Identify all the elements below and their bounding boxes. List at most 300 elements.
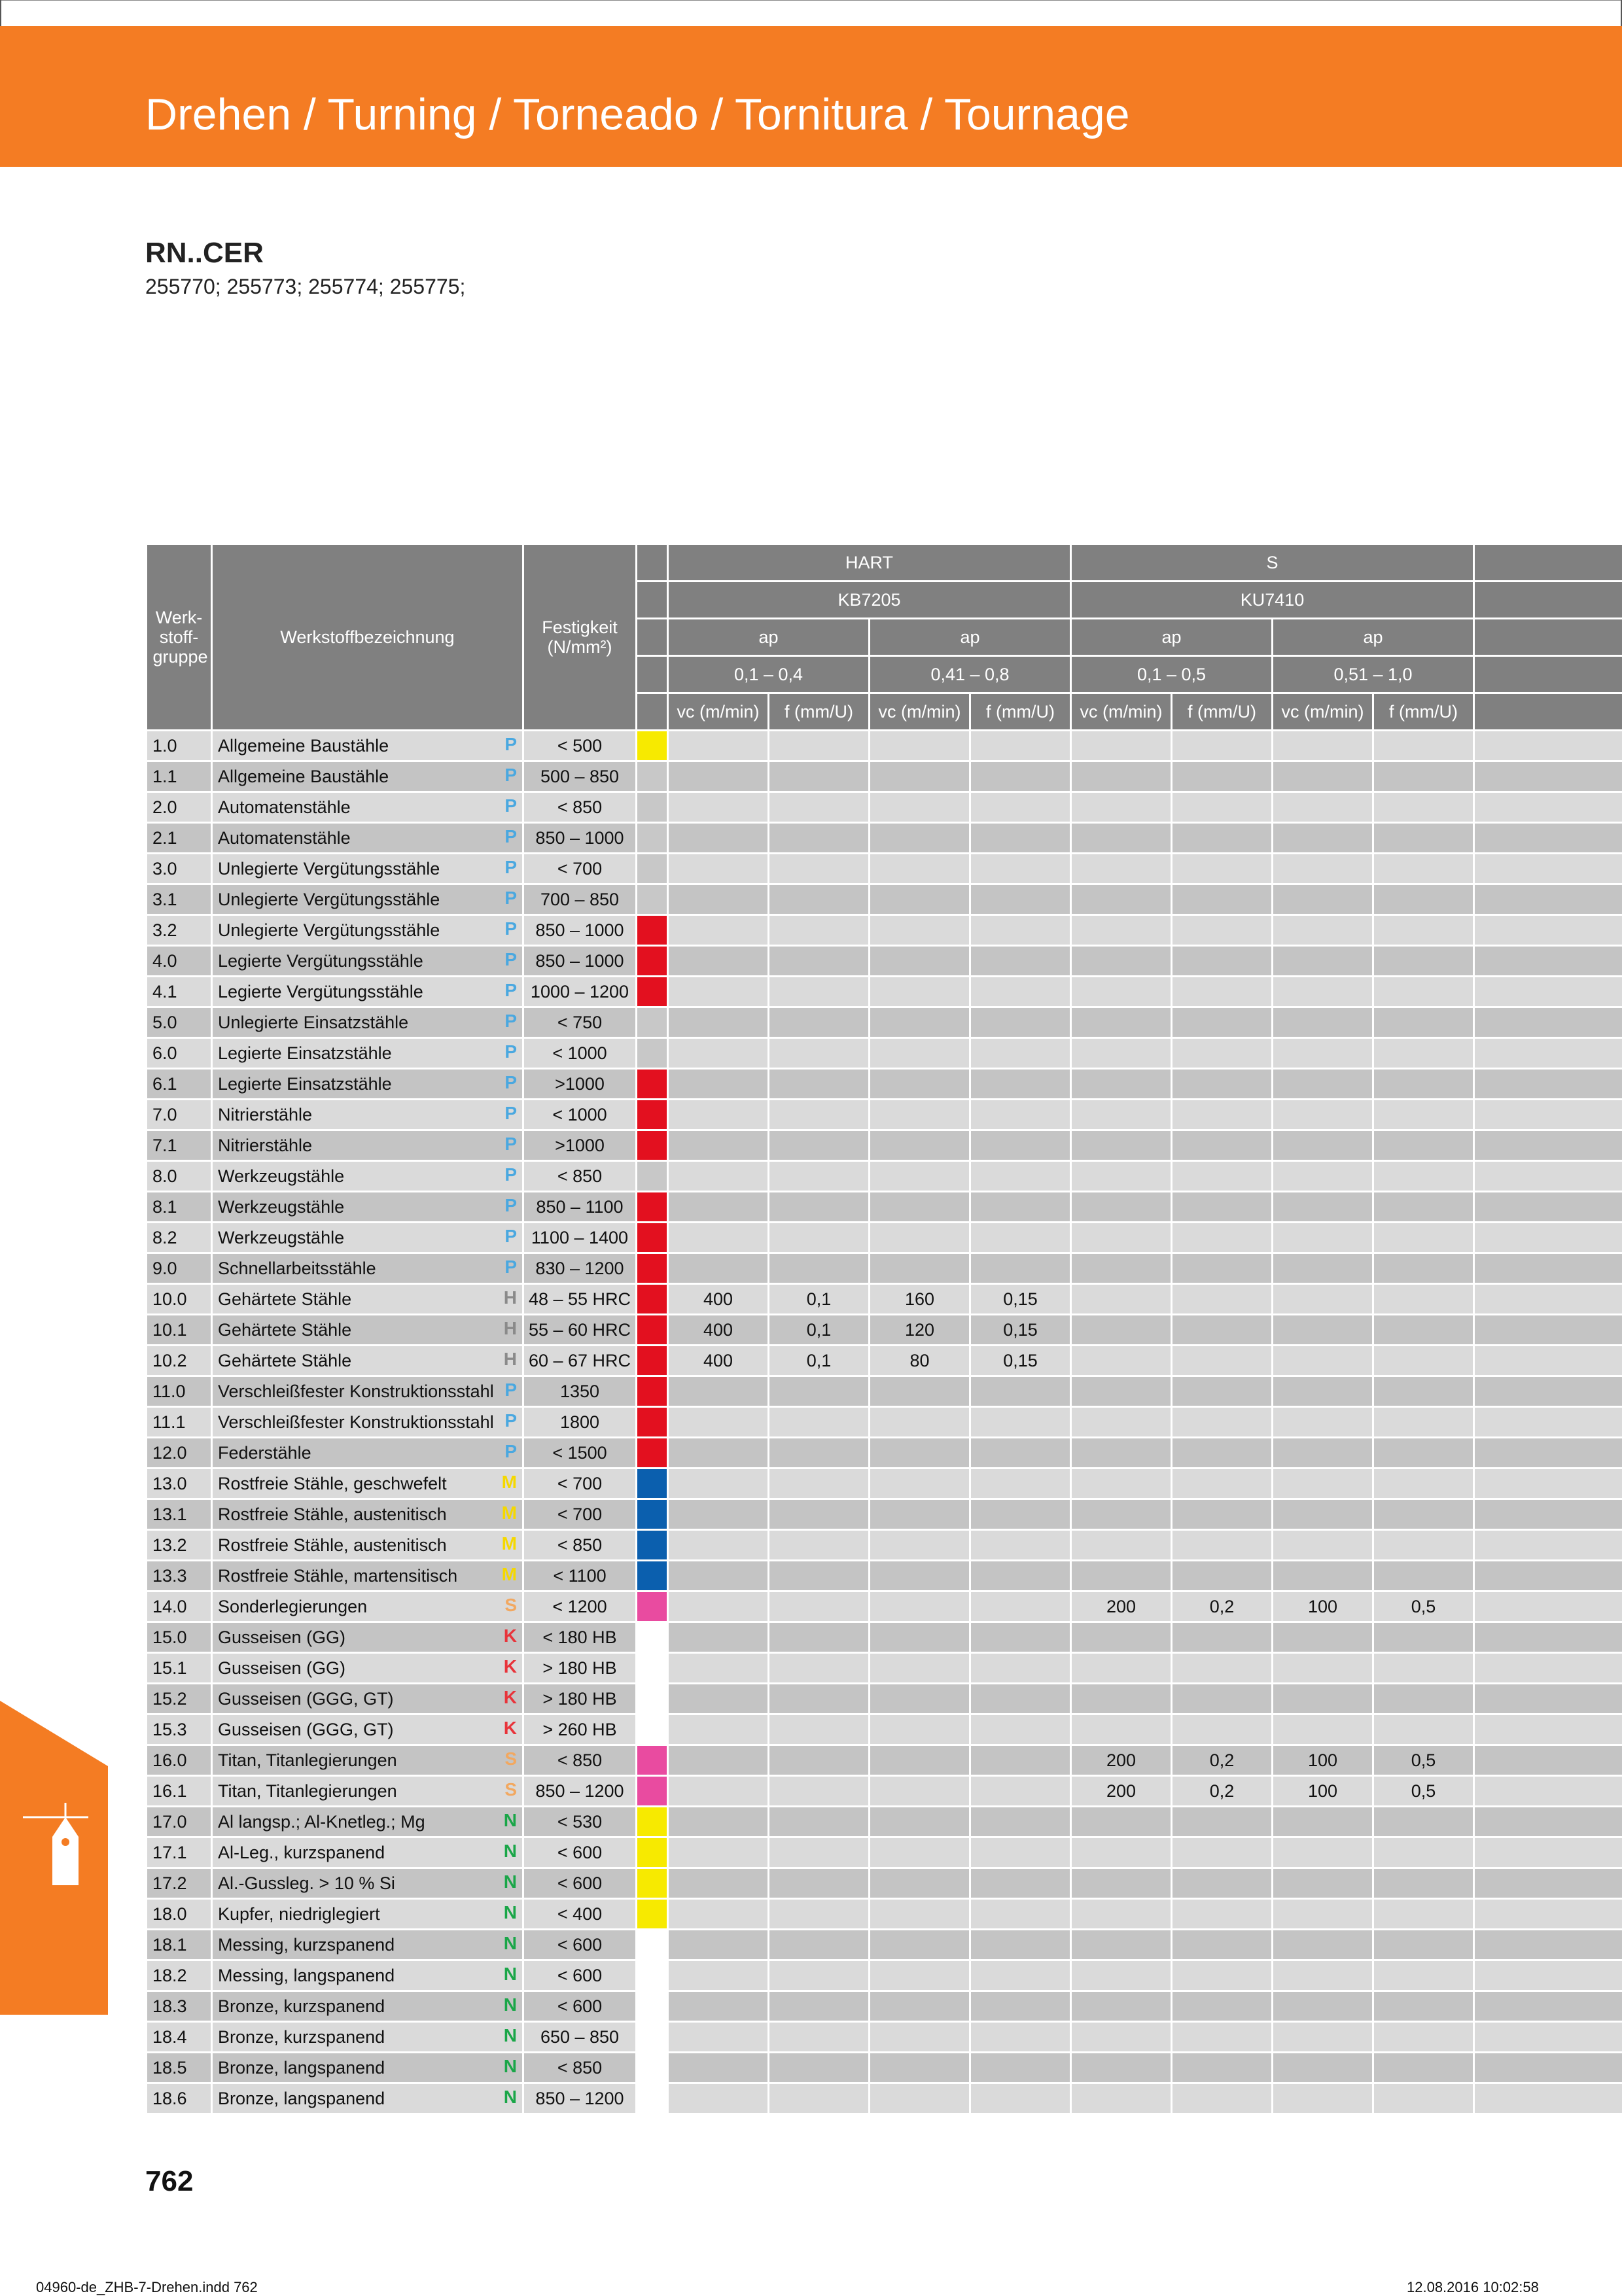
header-swatch-spacer [637,656,668,693]
iso-group-letter: P [504,1380,517,1400]
cutting-data-table-wrapper [145,543,1622,2115]
vc-value-cell [1273,1499,1373,1530]
extra-cell [1474,977,1622,1007]
material-name-cell [212,1868,523,1899]
iso-group-letter: P [504,1226,517,1247]
f-value-cell [970,1069,1071,1100]
f-value-cell [970,1776,1071,1807]
f-value-cell [1373,1807,1474,1837]
suitability-swatch [637,1837,668,1868]
iso-group-letter: P [504,795,517,816]
header-swatch-spacer [637,693,668,731]
table-row [147,1714,1622,1745]
vc-value-cell [870,1991,970,2022]
material-name: Verschleißfester Konstruktionsstahl [218,1412,494,1432]
extra-cell [1474,1930,1622,1960]
f-value-cell [970,761,1071,792]
material-name-cell [212,1745,523,1776]
vc-value-cell [668,2022,769,2053]
material-name: Nitrierstähle [218,1136,312,1155]
strength-cell: < 600 [523,1991,637,2022]
suitability-swatch [637,977,668,1007]
vc-value-cell [1273,2083,1373,2114]
vc-value-cell [1071,1007,1172,1038]
f-value-cell [1373,1069,1474,1100]
f-value-cell [769,2053,870,2083]
material-name-cell [212,1376,523,1407]
material-group-cell: 13.2 [147,1530,212,1561]
material-group-cell: 18.5 [147,2053,212,2083]
f-value-cell [970,2053,1071,2083]
f-value-cell [1172,1315,1273,1346]
suitability-swatch [637,1192,668,1223]
extra-cell [1474,731,1622,761]
header-extra [1474,544,1622,582]
header-block-hart: HART [668,544,1071,582]
vc-value-cell [1071,1069,1172,1100]
f-value-cell [1172,1376,1273,1407]
side-tab-shape [0,1701,108,2015]
material-name: Al langsp.; Al-Knetleg.; Mg [218,1812,425,1832]
vc-value-cell [668,1499,769,1530]
f-value-cell [1373,1100,1474,1130]
extra-cell [1474,1745,1622,1776]
suitability-swatch [637,1745,668,1776]
iso-group-letter: N [504,1994,517,2015]
vc-value-cell [1273,1346,1373,1376]
material-name-cell [212,1592,523,1622]
f-value-cell [1172,1469,1273,1499]
material-group-cell: 18.1 [147,1930,212,1960]
table-row [147,1253,1622,1284]
f-value-cell [1172,854,1273,884]
suitability-swatch [637,1038,668,1069]
f-value-cell [1373,1991,1474,2022]
vc-value-cell [668,792,769,823]
strength-cell: 500 – 850 [523,761,637,792]
f-value-cell [1172,2083,1273,2114]
material-name-cell [212,731,523,761]
vc-value-cell [1071,1223,1172,1253]
vc-value-cell [870,1653,970,1684]
vc-value-cell: 100 [1273,1592,1373,1622]
table-row [147,1038,1622,1069]
material-group-cell: 12.0 [147,1438,212,1469]
vc-value-cell [870,1684,970,1714]
material-name: Messing, kurzspanend [218,1935,395,1955]
table-row [147,1315,1622,1346]
vc-value-cell [1273,1561,1373,1592]
material-name-cell [212,1130,523,1161]
table-row [147,1223,1622,1253]
f-value-cell [1373,1960,1474,1991]
material-name-cell [212,1960,523,1991]
extra-cell [1474,1192,1622,1223]
header-block-s: S [1071,544,1474,582]
iso-group-letter: P [504,1410,517,1431]
material-group-cell: 18.3 [147,1991,212,2022]
suitability-swatch [637,1807,668,1837]
material-name-cell [212,946,523,977]
extra-cell [1474,1807,1622,1837]
suitability-swatch [637,1499,668,1530]
f-value-cell [1172,1223,1273,1253]
strength-cell: 55 – 60 HRC [523,1315,637,1346]
f-value-cell [769,1622,870,1653]
f-value-cell [970,1991,1071,2022]
suitability-swatch [637,1991,668,2022]
f-value-cell [970,854,1071,884]
vc-value-cell [870,2022,970,2053]
vc-value-cell [668,731,769,761]
strength-cell: < 850 [523,792,637,823]
f-value-cell [1373,1161,1474,1192]
vc-value-cell [1071,1960,1172,1991]
material-name-cell [212,1622,523,1653]
material-group-cell: 3.2 [147,915,212,946]
material-name-cell [212,1561,523,1592]
f-value-cell [769,1438,870,1469]
vc-value-cell [1071,1038,1172,1069]
vc-value-cell [870,1776,970,1807]
vc-value-cell [870,1192,970,1223]
f-value-cell: 0,2 [1172,1592,1273,1622]
vc-value-cell [1071,2053,1172,2083]
vc-value-cell [870,946,970,977]
table-row [147,2053,1622,2083]
vc-value-cell [870,2053,970,2083]
header-extra [1474,656,1622,693]
vc-value-cell [668,1376,769,1407]
material-name-cell [212,1192,523,1223]
strength-cell: < 600 [523,1960,637,1991]
vc-value-cell [1071,1161,1172,1192]
iso-group-letter: M [502,1503,517,1523]
iso-group-letter: H [504,1287,517,1308]
strength-cell: < 700 [523,1469,637,1499]
f-value-cell [1172,823,1273,854]
iso-group-letter: H [504,1349,517,1370]
vc-value-cell [1273,1284,1373,1315]
vc-value-cell [1273,1376,1373,1407]
material-name-cell [212,1438,523,1469]
material-name-cell [212,823,523,854]
suitability-swatch [637,1776,668,1807]
f-value-cell [1172,1069,1273,1100]
f-value-cell [1373,977,1474,1007]
material-group-cell: 14.0 [147,1592,212,1622]
vc-value-cell [870,1223,970,1253]
header-grade-kb7205: KB7205 [668,582,1071,619]
material-name: Verschleißfester Konstruktionsstahl [218,1382,494,1401]
f-value-cell: 0,15 [970,1284,1071,1315]
material-name: Allgemeine Baustähle [218,767,389,786]
material-group-cell: 10.2 [147,1346,212,1376]
table-row [147,1530,1622,1561]
f-value-cell [1373,915,1474,946]
extra-cell [1474,1960,1622,1991]
table-row [147,1161,1622,1192]
extra-cell [1474,1253,1622,1284]
header-extra [1474,693,1622,731]
vc-value-cell [1071,1837,1172,1868]
f-value-cell [769,1192,870,1223]
iso-group-letter: M [502,1472,517,1493]
extra-cell [1474,1069,1622,1100]
f-value-cell [970,1100,1071,1130]
strength-cell: 1100 – 1400 [523,1223,637,1253]
table-row [147,1776,1622,1807]
material-name: Gusseisen (GG) [218,1627,345,1647]
extra-cell [1474,1684,1622,1714]
material-name: Gehärtete Stähle [218,1289,351,1309]
material-name-cell [212,1714,523,1745]
header-ap: ap [1071,619,1273,656]
f-value-cell [1172,1284,1273,1315]
f-value-cell: 0,5 [1373,1776,1474,1807]
strength-cell: < 700 [523,1499,637,1530]
material-name-cell [212,854,523,884]
vc-value-cell [870,977,970,1007]
f-value-cell [769,1161,870,1192]
iso-group-letter: M [502,1533,517,1554]
vc-value-cell [870,731,970,761]
table-row [147,1592,1622,1622]
header-f: f (mm/U) [970,693,1071,731]
strength-cell: > 180 HB [523,1684,637,1714]
iso-group-letter: P [504,1041,517,1062]
material-name: Nitrierstähle [218,1105,312,1124]
f-value-cell [1172,731,1273,761]
material-name: Federstähle [218,1443,311,1463]
strength-cell: 850 – 1000 [523,915,637,946]
material-group-cell: 1.0 [147,731,212,761]
extra-cell [1474,1714,1622,1745]
f-value-cell [970,1007,1071,1038]
extra-cell [1474,1561,1622,1592]
material-name: Unlegierte Vergütungsstähle [218,890,440,909]
f-value-cell [1373,1684,1474,1714]
vc-value-cell [1273,761,1373,792]
suitability-swatch [637,761,668,792]
f-value-cell [769,1684,870,1714]
f-value-cell [1373,1253,1474,1284]
material-name-cell [212,1161,523,1192]
material-name-cell [212,1776,523,1807]
iso-group-letter: P [504,888,517,909]
header-f: f (mm/U) [1172,693,1273,731]
material-group-cell: 13.3 [147,1561,212,1592]
f-value-cell [1172,1530,1273,1561]
iso-group-letter: S [504,1779,517,1800]
f-value-cell [970,1376,1071,1407]
page-title: Drehen / Turning / Torneado / Tornitura / Tournage [145,89,1130,140]
vc-value-cell [1071,1192,1172,1223]
iso-group-letter: S [504,1748,517,1769]
f-value-cell [1373,1438,1474,1469]
iso-group-letter: P [504,1195,517,1216]
extra-cell [1474,2053,1622,2083]
f-value-cell [769,1592,870,1622]
material-name-cell [212,915,523,946]
table-row [147,1069,1622,1100]
vc-value-cell [1071,1561,1172,1592]
strength-cell: >1000 [523,1130,637,1161]
table-row [147,915,1622,946]
material-name: Automatenstähle [218,828,351,848]
iso-group-letter: N [504,1902,517,1923]
iso-group-letter: P [504,980,517,1001]
f-value-cell [1373,1868,1474,1899]
f-value-cell [1172,1192,1273,1223]
strength-cell: >1000 [523,1069,637,1100]
header-ap: ap [870,619,1071,656]
strength-cell: 650 – 850 [523,2022,637,2053]
f-value-cell [970,2022,1071,2053]
vc-value-cell [668,1930,769,1960]
header-grade-ku7410: KU7410 [1071,582,1474,619]
strength-cell: < 850 [523,1161,637,1192]
suitability-swatch [637,1161,668,1192]
strength-cell: 1000 – 1200 [523,977,637,1007]
vc-value-cell [1273,1899,1373,1930]
vc-value-cell [1273,1223,1373,1253]
vc-value-cell [668,1438,769,1469]
table-row [147,1130,1622,1161]
vc-value-cell [870,1745,970,1776]
suitability-swatch [637,1960,668,1991]
vc-value-cell [1273,854,1373,884]
f-value-cell [1373,1346,1474,1376]
material-name-cell [212,1499,523,1530]
f-value-cell [769,1653,870,1684]
f-value-cell [970,1622,1071,1653]
vc-value-cell [1273,1653,1373,1684]
vc-value-cell [870,1438,970,1469]
vc-value-cell: 200 [1071,1776,1172,1807]
vc-value-cell [668,1007,769,1038]
f-value-cell [769,761,870,792]
table-row [147,946,1622,977]
suitability-swatch [637,1407,668,1438]
vc-value-cell [870,1407,970,1438]
suitability-swatch [637,1223,668,1253]
vc-value-cell [1071,884,1172,915]
vc-value-cell: 100 [1273,1776,1373,1807]
strength-cell: < 600 [523,1930,637,1960]
material-name: Al.-Gussleg. > 10 % Si [218,1873,395,1893]
iso-group-letter: P [504,826,517,847]
extra-cell [1474,1837,1622,1868]
f-value-cell [1172,1100,1273,1130]
material-name: Messing, langspanend [218,1966,395,1985]
strength-cell: < 600 [523,1868,637,1899]
f-value-cell [1172,1960,1273,1991]
f-value-cell [970,1499,1071,1530]
suitability-swatch [637,2053,668,2083]
extra-cell [1474,2022,1622,2053]
f-value-cell [970,946,1071,977]
f-value-cell [769,1930,870,1960]
material-name-cell [212,2022,523,2053]
material-name-cell [212,1407,523,1438]
vc-value-cell [870,1561,970,1592]
material-name: Bronze, langspanend [218,2058,385,2078]
material-name-cell [212,1069,523,1100]
material-group-cell: 3.1 [147,884,212,915]
vc-value-cell [1273,1407,1373,1438]
f-value-cell [1172,1899,1273,1930]
footer-timestamp: 12.08.2016 10:02:58 [1407,2279,1539,2296]
f-value-cell [769,1745,870,1776]
vc-value-cell [1273,1315,1373,1346]
f-value-cell [769,1899,870,1930]
vc-value-cell [1273,946,1373,977]
suitability-swatch [637,1130,668,1161]
table-row [147,1100,1622,1130]
f-value-cell [769,946,870,977]
strength-cell: 850 – 1200 [523,2083,637,2114]
header-vc: vc (m/min) [668,693,769,731]
table-row [147,1899,1622,1930]
strength-cell: 1800 [523,1407,637,1438]
vc-value-cell [1273,792,1373,823]
f-value-cell [970,1161,1071,1192]
vc-value-cell [668,1161,769,1192]
material-group-cell: 16.1 [147,1776,212,1807]
material-group-cell: 18.0 [147,1899,212,1930]
vc-value-cell: 400 [668,1315,769,1346]
page-number: 762 [145,2165,193,2198]
material-name: Werkzeugstähle [218,1228,344,1247]
f-value-cell [1172,1930,1273,1960]
vc-value-cell [1273,1960,1373,1991]
f-value-cell [769,1991,870,2022]
suitability-swatch [637,1376,668,1407]
f-value-cell [1373,1930,1474,1960]
vc-value-cell [668,854,769,884]
table-row [147,1930,1622,1960]
material-group-cell: 5.0 [147,1007,212,1038]
vc-value-cell [668,1069,769,1100]
strength-cell: < 700 [523,854,637,884]
material-name: Rostfreie Stähle, geschwefelt [218,1474,447,1493]
header-ap-range: 0,1 – 0,5 [1071,656,1273,693]
header-ap: ap [668,619,870,656]
strength-cell: < 180 HB [523,1622,637,1653]
iso-group-letter: N [504,2087,517,2108]
f-value-cell [970,1745,1071,1776]
vc-value-cell [870,1807,970,1837]
material-group-cell: 13.1 [147,1499,212,1530]
vc-value-cell: 400 [668,1346,769,1376]
header-vc: vc (m/min) [870,693,970,731]
strength-cell: < 1500 [523,1438,637,1469]
f-value-cell [1373,1007,1474,1038]
header-extra [1474,582,1622,619]
f-value-cell [1373,2083,1474,2114]
vc-value-cell [870,1837,970,1868]
vc-value-cell [870,792,970,823]
f-value-cell [1172,946,1273,977]
iso-group-letter: H [504,1318,517,1339]
f-value-cell [1373,1714,1474,1745]
table-row [147,1622,1622,1653]
material-name-cell [212,1315,523,1346]
material-group-cell: 4.0 [147,946,212,977]
table-row [147,1192,1622,1223]
material-group-cell: 7.0 [147,1100,212,1130]
